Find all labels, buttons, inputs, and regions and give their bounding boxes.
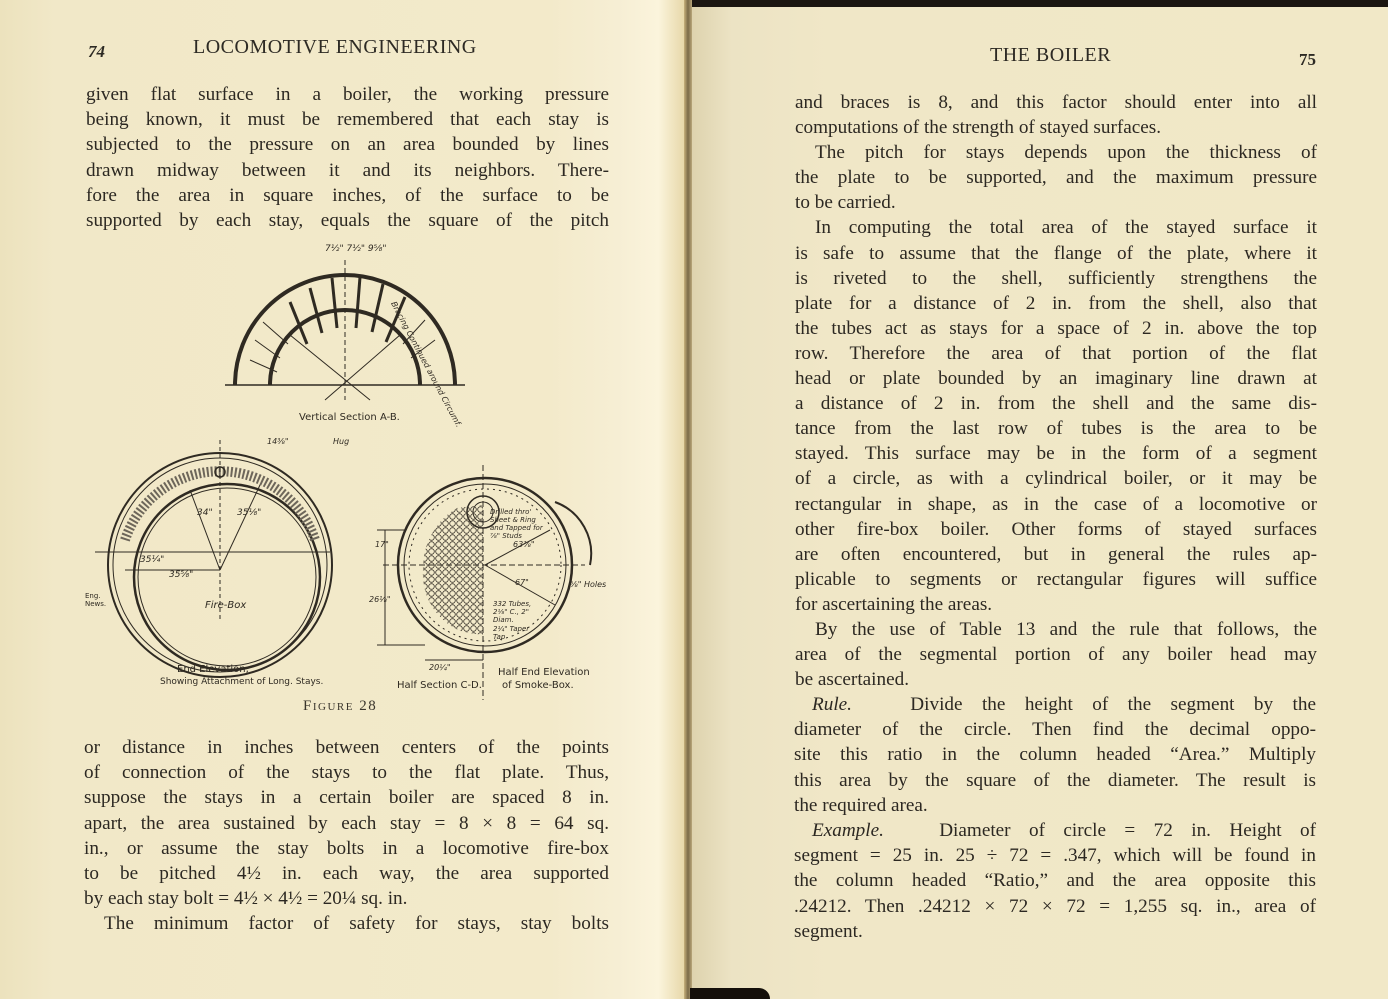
rule-first-line: Rule. Divide the height of the segment by the: [812, 694, 1316, 715]
label-top-dims: 7½" 7½" 9⅝": [325, 244, 387, 254]
text-line: suppose the stays in a certain boiler are spaced 8 in.: [84, 787, 609, 809]
book-gutter: [684, 0, 692, 999]
text-line: drawn midway between it and its neighbors. There-: [86, 159, 609, 181]
label-dim-17: 17": [375, 540, 389, 549]
text-line: By the use of Table 13 and the rule that follows, the: [815, 618, 1317, 640]
label-dim-35b: 35⅝": [169, 570, 194, 580]
label-half-end-elevation: Half End Elevation: [498, 667, 590, 678]
label-drilled-note: Drilled thro' Sheet & Ring and Tapped for ⅞" Studs: [490, 508, 543, 540]
label-holes: ⅝" Holes: [570, 580, 607, 589]
binding-shadow: [690, 988, 770, 999]
text-line: head or plate bounded by an imaginary line drawn at: [795, 368, 1317, 390]
label-vertical-section: Vertical Section A-B.: [299, 412, 400, 423]
text-line: diameter of the circle. Then find the decimal oppo-: [794, 719, 1316, 741]
text-line: the tubes act as stays for a space of 2 in. above the top: [795, 317, 1317, 339]
text-line: this area by the square of the diameter. The result is: [794, 769, 1316, 791]
text-line: row. Therefore the area of that portion of the flat: [795, 342, 1317, 364]
figure-caption: Figure 28: [303, 698, 378, 714]
text-line: the required area.: [794, 794, 928, 816]
text-line: given flat surface in a boiler, the working pressure: [86, 84, 609, 105]
binding-edge-top: [690, 0, 1388, 7]
label-dim-63: 63⅞": [513, 540, 535, 549]
figure-28: [85, 240, 610, 730]
label-dim-67: 67": [515, 578, 529, 587]
label-dim-35a: 35¼": [140, 555, 165, 565]
text-line: plicable to segments or rectangular figures will suffice: [795, 568, 1317, 590]
label-dim-14: 14⅜": [267, 437, 289, 446]
text-line: In computing the total area of the stayed surface it: [815, 217, 1317, 239]
text-line: site this ratio in the column headed “Area.” Multiply: [794, 744, 1316, 766]
text-line: plate for a distance of 2 in. from the shell, also that: [795, 292, 1317, 314]
text-line: other fire-box boiler. Other forms of stayed surfaces: [795, 518, 1317, 540]
text-line: subjected to the pressure on an area bounded by lines: [86, 134, 609, 156]
label-taper-tap: 2¼" Taper Tap: [493, 625, 530, 641]
text-line: of connection of the stays to the flat plate. Thus,: [84, 762, 609, 784]
label-dim-34: 34": [197, 508, 213, 518]
right-body-text: [795, 90, 1317, 692]
text-line: stayed. This surface may be in the form of a segment: [795, 443, 1317, 465]
label-end-elevation-sub: Showing Attachment of Long. Stays.: [160, 677, 324, 687]
text-line: and braces is 8, and this factor should enter into all: [795, 92, 1317, 113]
text-line: is safe to assume that the flange of the plate, where it: [795, 242, 1317, 264]
text-line: the plate to be supported, and the maximum pressure: [795, 167, 1317, 189]
text-line: The pitch for stays depends upon the thickness of: [815, 142, 1317, 164]
running-head-right: THE BOILER: [990, 44, 1112, 66]
text-line: are often encountered, but in general the rules ap-: [795, 543, 1317, 565]
label-dim-2014: 20¼": [429, 663, 451, 672]
text-line: segment = 25 in. 25 ÷ 72 = .347, which will be found in: [794, 845, 1316, 867]
text-line: for ascertaining the areas.: [795, 593, 993, 615]
text-line: .24212. Then .24212 × 72 × 72 = 1,255 sq. in., area of: [794, 895, 1316, 917]
label-fire-box: Fire-Box: [205, 600, 247, 611]
text-line: the column headed “Ratio,” and the area opposite this: [794, 870, 1316, 892]
text-line: to be pitched 4½ in. each way, the area supported: [84, 863, 609, 885]
text-line: a distance of 2 in. from the shell and the same dis-: [795, 393, 1317, 415]
label-dim-26: 26⅛": [369, 595, 391, 604]
label-hug: Hug: [333, 437, 350, 446]
label-bracing: Bracing Continued around Circumf.: [389, 300, 464, 429]
text-line: or distance in inches between centers of the points: [84, 737, 609, 758]
rule-paragraph: [794, 692, 1316, 818]
text-line: of a circle, as with a cylindrical boiler, or it may be: [795, 468, 1317, 490]
text-line: The minimum factor of safety for stays, stay bolts: [104, 913, 609, 935]
label-dim-35c: 35⅛": [237, 508, 262, 518]
example-label: Example.: [812, 820, 884, 841]
text-line: tance from the last row of tubes is the area to be: [795, 418, 1317, 440]
text-line: to be carried.: [795, 192, 896, 214]
text-line: is riveted to the shell, sufficiently strengthens the: [795, 267, 1317, 289]
left-bottom-paragraph: [84, 735, 609, 937]
text-line: by each stay bolt = 4½ × 4½ = 20¼ sq. in.: [84, 888, 408, 910]
text-line: computations of the strength of stayed surfaces.: [795, 117, 1162, 139]
rule-label: Rule.: [812, 694, 852, 715]
text-line: be ascertained.: [795, 669, 909, 691]
left-top-paragraph: [86, 82, 609, 233]
label-half-section: Half Section C-D.: [397, 680, 482, 691]
label-half-end-elevation-sub: of Smoke-Box.: [502, 680, 574, 691]
text-line: fore the area in square inches, of the surface to be: [86, 184, 609, 206]
label-tubes-note: 332 Tubes, 2⅛" C., 2" Diam.: [493, 600, 532, 624]
text-line: supported by each stay, equals the square of the pitch: [86, 210, 609, 232]
example-first-line: Example. Diameter of circle = 72 in. Height of: [812, 820, 1316, 841]
text-line: being known, it must be remembered that each stay is: [86, 109, 609, 131]
page-number-left: 74: [88, 42, 105, 61]
label-end-elevation: End Elevation,: [177, 664, 249, 675]
text-line: rectangular in shape, as in the case of a locomotive or: [795, 493, 1317, 515]
example-paragraph: [794, 818, 1316, 944]
text-line: apart, the area sustained by each stay = 8 × 8 = 64 sq.: [84, 812, 609, 834]
running-head-left: LOCOMOTIVE ENGINEERING: [193, 36, 477, 58]
text-line: area of the segmental portion of any boiler head may: [795, 644, 1317, 666]
text-line: in., or assume the stay bolts in a locomotive fire-box: [84, 837, 609, 859]
text-line: segment.: [794, 920, 863, 942]
page-number-right: 75: [1299, 50, 1316, 69]
boiler-diagram: [85, 240, 610, 730]
label-eng-news: Eng. News.: [85, 592, 107, 608]
